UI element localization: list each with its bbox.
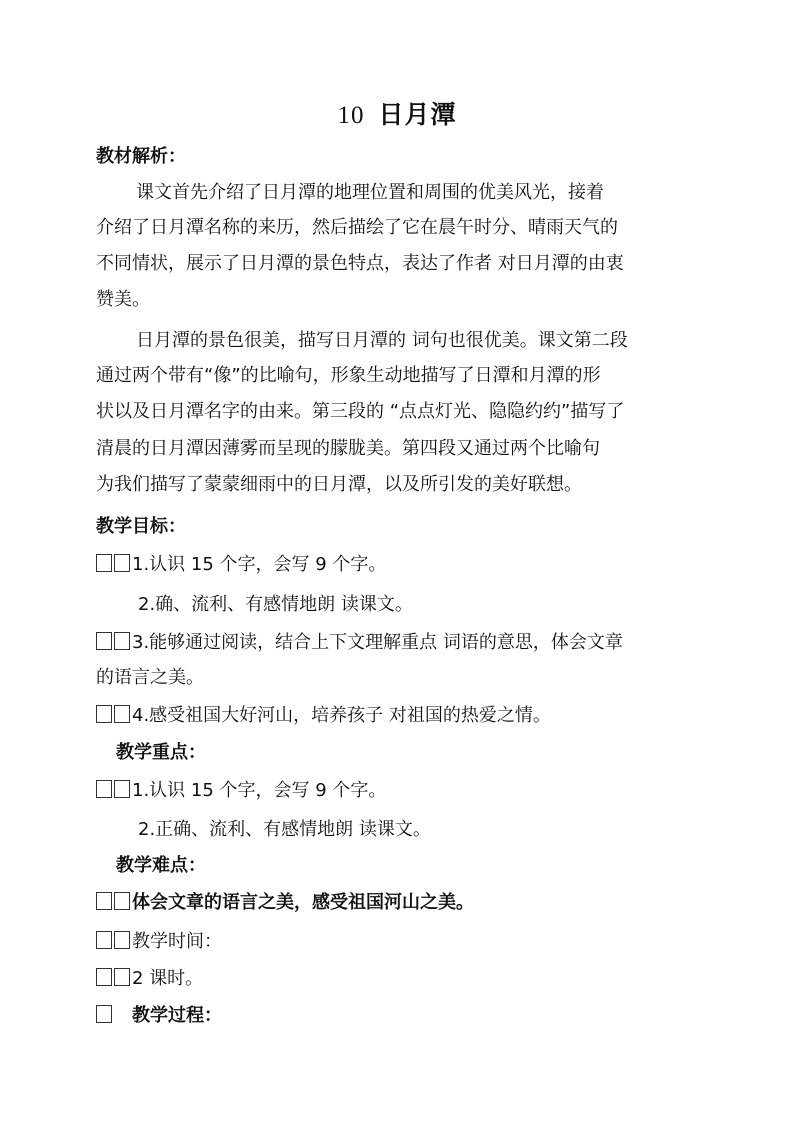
goal-item bbox=[96, 630, 706, 656]
placeholder-box-icon bbox=[114, 632, 130, 650]
goal-item bbox=[96, 703, 706, 729]
placeholder-box-icon bbox=[96, 968, 112, 986]
paragraph-line: 赞美。 bbox=[96, 289, 150, 310]
key-point-text: 1.认识 15 个字，会写 9 个字。 bbox=[132, 780, 387, 801]
difficulty-text: 体会文章的语言之美，感受祖国河山之美。 bbox=[132, 892, 474, 913]
paragraph-line: 清晨的日月潭因薄雾而呈现的朦胧美。第四段又通过两个比喻句 bbox=[96, 438, 600, 459]
paragraph-line: 课文首先介绍了日月潭的地理位置和周围的优美风光，接着 bbox=[136, 182, 604, 203]
key-point-item: 2.正确、流利、有感情地朗 读课文。 bbox=[138, 819, 431, 840]
goal-item: 2.确、流利、有感情地朗 读课文。 bbox=[138, 594, 413, 615]
lesson-number: 10 bbox=[337, 102, 365, 129]
time-heading-text: 教学时间： bbox=[132, 931, 222, 952]
difficulty-heading: 教学难点： bbox=[116, 855, 206, 876]
key-point-item bbox=[96, 778, 706, 804]
analysis-heading: 教材解析： bbox=[96, 146, 186, 167]
paragraph-line: 日月潭的景色很美，描写日月潭的 词句也很优美。课文第二段 bbox=[136, 330, 628, 351]
placeholder-box-icon bbox=[96, 780, 112, 798]
process-heading-text: 教学过程： bbox=[132, 1005, 222, 1026]
paragraph-line: 通过两个带有“像”的比喻句，形象生动地描写了日潭和月潭的形 bbox=[96, 365, 601, 386]
time-value bbox=[96, 966, 706, 992]
goal-item bbox=[96, 552, 706, 578]
goal-text: 4.感受祖国大好河山，培养孩子 对祖国的热爱之情。 bbox=[132, 705, 551, 726]
time-heading bbox=[96, 929, 706, 955]
time-value-text: 2 课时。 bbox=[132, 968, 204, 989]
placeholder-box-icon bbox=[114, 968, 130, 986]
placeholder-box-icon bbox=[96, 892, 112, 910]
placeholder-box-icon bbox=[96, 705, 112, 723]
placeholder-box-icon bbox=[114, 780, 130, 798]
paragraph-line: 介绍了日月潭名称的来历，然后描绘了它在晨午时分、晴雨天气的 bbox=[96, 217, 618, 238]
process-heading bbox=[96, 1003, 706, 1029]
goal-item-continued: 的语言之美。 bbox=[96, 667, 204, 688]
difficulty-item bbox=[96, 890, 706, 916]
placeholder-box-icon bbox=[114, 892, 130, 910]
paragraph-line: 不同情状，展示了日月潭的景色特点，表达了作者 对日月潭的由衷 bbox=[96, 253, 624, 274]
goal-text: 3.能够通过阅读，结合上下文理解重点 词语的意思，体会文章 bbox=[132, 632, 623, 653]
paragraph-line: 状以及日月潭名字的由来。第三段的 “点点灯光、隐隐约约”描写了 bbox=[96, 401, 625, 422]
goal-text: 1.认识 15 个字，会写 9 个字。 bbox=[132, 554, 387, 575]
placeholder-box-icon bbox=[96, 632, 112, 650]
placeholder-box-icon bbox=[114, 931, 130, 949]
placeholder-box-icon bbox=[114, 554, 130, 572]
lesson-title bbox=[0, 97, 794, 134]
paragraph-line: 为我们描写了蒙蒙细雨中的日月潭，以及所引发的美好联想。 bbox=[96, 474, 582, 495]
key-points-heading: 教学重点： bbox=[116, 742, 206, 763]
placeholder-box-icon bbox=[96, 554, 112, 572]
placeholder-box-icon bbox=[114, 705, 130, 723]
lesson-name: 日月潭 bbox=[378, 100, 457, 129]
goals-heading: 教学目标： bbox=[96, 516, 186, 537]
placeholder-box-icon bbox=[96, 1005, 112, 1023]
placeholder-box-icon bbox=[96, 931, 112, 949]
